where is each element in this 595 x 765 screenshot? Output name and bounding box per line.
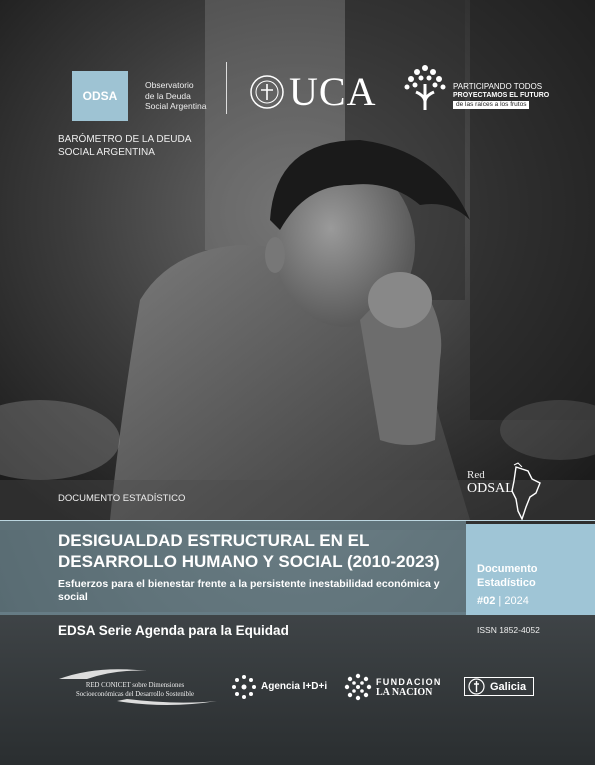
agencia-logo-text: Agencia I+D+i xyxy=(261,681,328,692)
participando-line3: de las raíces a los frutos xyxy=(453,101,529,109)
barometro-label: BARÓMETRO DE LA DEUDA SOCIAL ARGENTINA xyxy=(58,134,192,158)
document-type-label: DOCUMENTO ESTADÍSTICO xyxy=(58,493,186,504)
issn-number: ISSN 1852-4052 xyxy=(477,625,540,635)
participando-line1: PARTICIPANDO TODOS xyxy=(453,82,543,91)
uca-seal-icon xyxy=(250,75,284,109)
red-odsal-line2: ODSAL xyxy=(467,481,514,496)
odsa-name: Observatorio de la Deuda Social Argentina xyxy=(145,80,207,111)
series-title: EDSA Serie Agenda para la Equidad xyxy=(58,623,289,638)
galicia-logo-text: Galicia xyxy=(490,680,527,693)
logo-divider xyxy=(226,62,227,114)
fundacion-icon xyxy=(344,673,372,701)
conicet-logo-text: RED CONICET sobre Dimensiones Socioeconómicas del Desarrollo Sostenible xyxy=(76,682,194,698)
document-number-label: Documento Estadístico xyxy=(477,563,538,589)
fundacion-logo-line1: FUNDACION xyxy=(376,677,442,687)
agencia-icon xyxy=(231,674,257,700)
odsa-logo: ODSA xyxy=(72,71,128,121)
participando-line2: PROYECTAMOS EL FUTURO xyxy=(453,92,550,99)
document-number: #02 | 2024 xyxy=(477,595,529,607)
galicia-icon xyxy=(468,678,485,695)
tree-icon xyxy=(402,62,448,112)
galicia-logo xyxy=(464,677,534,696)
red-odsal-line1: Red xyxy=(467,469,485,481)
document-subtitle: Esfuerzos para el bienestar frente a la persistente inestabilidad económica y social xyxy=(58,578,440,603)
uca-logo: UCA xyxy=(289,69,377,114)
document-title: DESIGUALDAD ESTRUCTURAL EN EL DESARROLLO HUMANO Y SOCIAL (2010-2023) xyxy=(58,531,440,571)
fundacion-logo-line2: LA NACION xyxy=(376,687,433,698)
